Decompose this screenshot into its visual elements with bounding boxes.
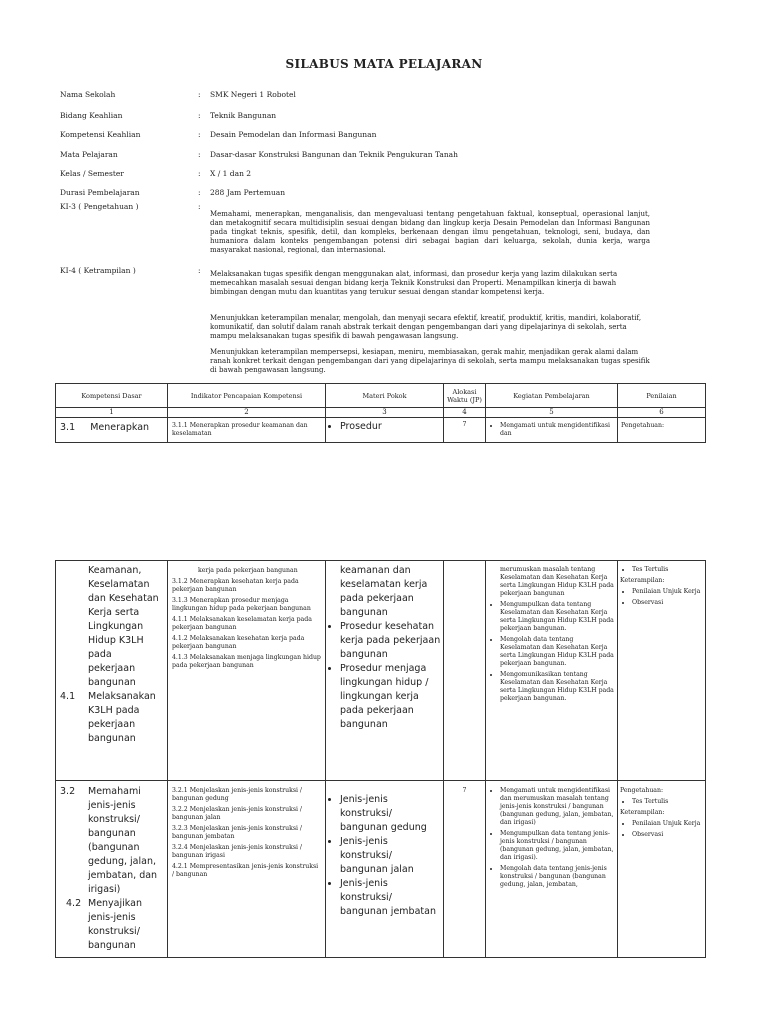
kd-line: jenis-jenis — [88, 912, 136, 923]
meta-colon: : — [198, 111, 201, 120]
kegiatan-cell — [486, 418, 618, 443]
ipk-item: 3.2.1 Menjelaskan jenis-jenis konstruksi / bangunan gedung — [172, 787, 303, 802]
kd-line: K3LH pada — [88, 705, 140, 716]
jp-cell — [444, 561, 486, 781]
kegiatan-cell — [486, 781, 618, 958]
table-row — [56, 561, 706, 781]
kd-line: pada — [88, 649, 112, 660]
meta-value: X / 1 dan 2 — [210, 169, 252, 178]
materi-cell — [326, 418, 444, 443]
kd-line: konstruksi/ — [88, 814, 140, 825]
table-row — [56, 418, 706, 443]
column-number: 3 — [326, 408, 444, 418]
kd-line: Kerja serta — [88, 607, 140, 618]
kegiatan-item: • Mengolah data tentang Keselamatan dan Kesehatan Kerja serta Lingkungan Hidup K3LH pada pekerjaan bangunan. — [500, 636, 615, 668]
kd-line: konstruksi/ — [88, 926, 140, 937]
kd-line: pekerjaan — [88, 663, 136, 674]
column-number: 6 — [618, 408, 706, 418]
penilaian-item: • Observasi — [632, 831, 703, 839]
meta-colon: : — [198, 90, 201, 99]
syllabus-table-continued — [55, 560, 706, 958]
meta-colon: : — [198, 150, 201, 159]
materi-item: • Prosedur menjaga lingkungan hidup / lingkungan kerja pada pekerjaan bangunan — [340, 662, 441, 732]
table-row — [56, 781, 706, 958]
kd-line: irigasi) — [88, 884, 121, 895]
materi-item: • Jenis-jenis konstruksi/ bangunan jembatan — [340, 877, 441, 919]
jp-cell: 7 — [444, 781, 486, 958]
penilaian-item: • Penilaian Unjuk Kerja — [632, 820, 703, 828]
meta-value: Dasar-dasar Konstruksi Bangunan dan Teknik Pengukuran Tanah — [210, 150, 458, 159]
kd-line: jenis-jenis — [88, 800, 136, 811]
kegiatan-text: merumuskan masalah tentang Keselamatan dan Kesehatan Kerja serta Lingkungan Hidup K3LH pada pekerjaan bangunan — [500, 566, 614, 597]
meta-colon: : — [198, 188, 201, 197]
meta-label: KI-3 ( Pengetahuan ) — [60, 202, 139, 211]
header-penilaian: Penilaian — [618, 384, 706, 408]
ipk-item: 3.2.3 Menjelaskan jenis-jenis konstruksi / bangunan jembatan — [172, 825, 303, 840]
column-number: 4 — [444, 408, 486, 418]
kegiatan-item: • Mengumpulkan data tentang jenis-jenis konstruksi / bangunan (bangunan gedung, jalan, jembatan, dan irigasi). — [500, 830, 615, 862]
kd-line: Menyajikan — [88, 898, 142, 909]
ipk-item: 3.1.3 Menerapkan prosedur menjaga lingkungan hidup pada pekerjaan bangunan — [172, 597, 311, 612]
kegiatan-item: • Mengomunikasikan tentang Keselamatan dan Kesehatan Kerja serta Lingkungan Hidup K3LH pada pekerjaan bangunan. — [500, 671, 615, 703]
penilaian-cell — [618, 561, 706, 781]
kd-line: bangunan — [88, 733, 136, 744]
header-materi-pokok: Materi Pokok — [326, 384, 444, 408]
kd-line: gedung, jalan, — [88, 856, 156, 867]
penilaian-cell — [618, 781, 706, 958]
kd-line: Lingkungan — [88, 621, 144, 632]
penilaian-heading: Keterampilan: — [620, 809, 665, 816]
meta-label: Nama Sekolah — [60, 90, 116, 99]
meta-label: Bidang Keahlian — [60, 111, 123, 120]
ipk-item: 4.1.2 Melaksanakan kesehatan kerja pada pekerjaan bangunan — [172, 635, 305, 650]
kegiatan-item: • Mengamati untuk mengidentifikasi dan — [500, 422, 615, 438]
syllabus-table-top — [55, 383, 706, 443]
meta-label: Kelas / Semester — [60, 169, 124, 178]
penilaian-item: • Tes Tertulis — [632, 566, 703, 574]
ki4-para-2: Menunjukkan keterampilan menalar, mengolah, dan menyaji secara efektif, kreatif, produktif, kritis, mandiri, kolaboratif, komunikatif, dan solutif dalam ranah abstrak terkait dengan pengembangan dari yang dipelajarinya di sekolah, serta mampu melaksanakan tugas spesifik di bawah pengawasan langsung. — [210, 314, 642, 340]
column-number: 1 — [56, 408, 168, 418]
kd-line: jembatan, dan — [88, 870, 158, 881]
penilaian-item: • Penilaian Unjuk Kerja — [632, 588, 703, 596]
kd-line: bangunan — [88, 828, 136, 839]
kd-line: Keselamatan — [88, 579, 150, 590]
header-kompetensi-dasar: Kompetensi Dasar — [56, 384, 168, 408]
materi-cell — [326, 781, 444, 958]
meta-value: Desain Pemodelan dan Informasi Bangunan — [210, 130, 377, 139]
kd-line: bangunan — [88, 940, 136, 951]
ipk-cell: 3.1.1 Menerapkan prosedur keamanan dan keselamatan — [168, 418, 326, 443]
meta-colon: : — [198, 202, 201, 211]
kd-number: 4.2 — [66, 898, 82, 909]
kd-cell: 3.1 Menerapkan — [56, 418, 168, 443]
column-number: 5 — [486, 408, 618, 418]
penilaian-item: • Tes Tertulis — [632, 798, 703, 806]
ipk-item: kerja pada pekerjaan bangunan — [198, 567, 298, 574]
meta-value: 288 Jam Pertemuan — [210, 188, 286, 197]
meta-label: Mata Pelajaran — [60, 150, 118, 159]
penilaian-item: • Observasi — [632, 599, 703, 607]
meta-colon: : — [198, 266, 201, 275]
table-header-row — [56, 384, 706, 408]
kd-line: dan Kesehatan — [88, 593, 159, 604]
penilaian-heading: Pengetahuan: — [620, 787, 664, 794]
ki3-text: Memahami, menerapkan, menganalisis, dan mengevaluasi tentang pengetahuan faktual, konseptual, operasional lanjut, dan metakognitif secara multidisiplin sesuai dengan bidang dan lingkup kerja Desain Pemodelan dan Informasi Bangunan pada tingkat teknis, spesifik, detil, dan kompleks, berkenaan dengan ilmu pengetahuan, teknologi, seni, budaya, dan humaniora dalam konteks pengembangan potensi diri sebagai bagian dari keluarga, sekolah, dunia kerja, warga masyarakat nasional, regional, dan internasional. — [210, 210, 650, 254]
meta-value: Teknik Bangunan — [210, 111, 277, 120]
ipk-cell — [168, 561, 326, 781]
ki4-para-3: Menunjukkan keterampilan mempersepsi, kesiapan, meniru, membiasakan, gerak mahir, menjadikan gerak alami dalam ranah konkret terkait dengan pengembangan dari yang dipelajarinya di sekolah, serta mampu melaksanakan tugas spesifik di bawah pengawasan langsung. — [210, 348, 650, 374]
table-number-row — [56, 408, 706, 418]
materi-item: • Jenis-jenis konstruksi/ bangunan gedung — [340, 793, 441, 835]
column-number: 2 — [168, 408, 326, 418]
kegiatan-item: • Mengamati untuk mengidentifikasi dan merumuskan masalah tentang jenis-jenis konstruksi / bangunan (bangunan gedung, jalan, jembatan, dan irigasi) — [500, 787, 615, 827]
meta-label: Kompetensi Keahlian — [60, 130, 141, 139]
penilaian-heading: Keterampilan: — [620, 577, 665, 584]
ipk-item: 4.2.1 Mempresentasikan jenis-jenis konstruksi / bangunan — [172, 863, 319, 878]
kegiatan-item: • Mengumpulkan data tentang Keselamatan dan Kesehatan Kerja serta Lingkungan Hidup K3LH pada pekerjaan bangunan. — [500, 601, 615, 633]
materi-cell — [326, 561, 444, 781]
header-kegiatan: Kegiatan Pembelajaran — [486, 384, 618, 408]
materi-item: • Jenis-jenis konstruksi/ bangunan jalan — [340, 835, 441, 877]
ipk-item: 4.1.3 Melaksanakan menjaga lingkungan hidup pada pekerjaan bangunan — [172, 654, 321, 669]
kd-cell — [56, 781, 168, 958]
kegiatan-cell — [486, 561, 618, 781]
penilaian-cell: Pengetahuan: — [618, 418, 706, 443]
kd-line: (bangunan — [88, 842, 140, 853]
header-indikator: Indikator Pencapaian Kompetensi — [168, 384, 326, 408]
kd-number: 4.1 — [60, 691, 76, 702]
document-title: SILABUS MATA PELAJARAN — [285, 57, 483, 71]
ipk-item: 3.1.2 Menerapkan kesehatan kerja pada pekerjaan bangunan — [172, 578, 299, 593]
kd-cell — [56, 561, 168, 781]
ipk-cell — [168, 781, 326, 958]
jp-cell: 7 — [444, 418, 486, 443]
kd-line: bangunan — [88, 677, 136, 688]
kd-line: Hidup K3LH — [88, 635, 144, 646]
header-alokasi-waktu: Alokasi Waktu (JP) — [444, 384, 486, 408]
kd-number: 3.2 — [60, 786, 76, 797]
meta-label: Durasi Pembelajaran — [60, 188, 140, 197]
kd-line: pekerjaan — [88, 719, 136, 730]
kd-line: Keamanan, — [88, 565, 142, 576]
materi-item: • Prosedur kesehatan kerja pada pekerjaan bangunan — [340, 620, 441, 662]
ipk-item: 3.2.2 Menjelaskan jenis-jenis konstruksi / bangunan jalan — [172, 806, 303, 821]
kd-line: Melaksanakan — [88, 691, 156, 702]
kegiatan-item: • Mengolah data tentang jenis-jenis konstruksi / bangunan (bangunan gedung, jalan, jembatan, — [500, 865, 615, 889]
ki4-para-1: Melaksanakan tugas spesifik dengan menggunakan alat, informasi, dan prosedur kerja yang lazim dilakukan serta memecahkan masalah sesuai dengan bidang kerja Teknik Konstruksi dan Properti. Menampilkan kinerja di bawah bimbingan dengan mutu dan kuantitas yang terukur sesuai dengan standar kompetensi kerja. — [210, 270, 618, 296]
ipk-item: 4.1.1 Melaksanakan keselamatan kerja pada pekerjaan bangunan — [172, 616, 312, 631]
meta-value: SMK Negeri 1 Robotel — [210, 90, 296, 99]
ipk-item: 3.2.4 Menjelaskan jenis-jenis konstruksi / bangunan irigasi — [172, 844, 303, 859]
meta-label: KI-4 ( Ketrampilan ) — [60, 266, 136, 275]
materi-text: keamanan dan keselamatan kerja pada pekerjaan bangunan — [340, 565, 428, 618]
materi-item: • Prosedur — [340, 420, 441, 434]
kd-line: Memahami — [88, 786, 141, 797]
meta-colon: : — [198, 130, 201, 139]
meta-colon: : — [198, 169, 201, 178]
